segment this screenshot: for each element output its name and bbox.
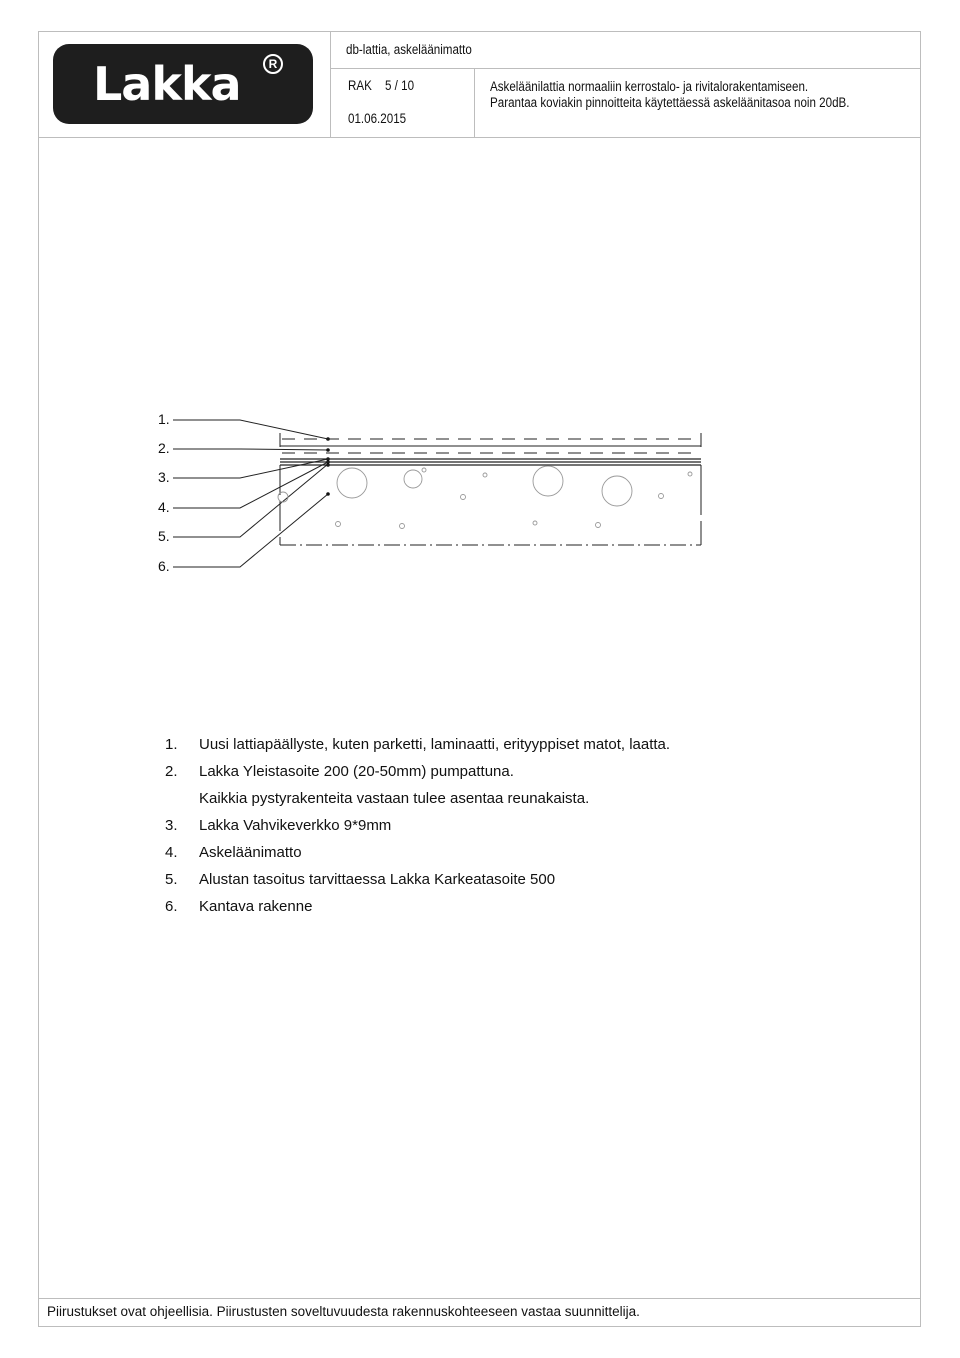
registered-mark-icon: R — [263, 54, 283, 74]
description-line-2: Parantaa koviakin pinnoitteita käytettäessä askeläänitasoa noin 20dB. — [490, 95, 850, 110]
legend-text: Kaikkia pystyrakenteita vastaan tulee asentaa reunakaista. — [199, 790, 590, 807]
leader-line-4 — [173, 462, 328, 508]
legend-text: Alustan tasoitus tarvittaessa Lakka Karkeatasoite 500 — [199, 871, 556, 888]
leader-line-6 — [173, 494, 328, 567]
layer-label-6: 6. — [158, 558, 170, 574]
drawing-title: db-lattia, askeläänimatto — [346, 42, 472, 57]
leader-dot-2 — [326, 448, 330, 452]
leader-line-1 — [173, 420, 328, 439]
legend-text: Lakka Vahvikeverkko 9*9mm — [199, 817, 392, 834]
legend-text: Kantava rakenne — [199, 898, 313, 915]
description-line-1: Askeläänilattia normaaliin kerrostalo- ja rivitalorakentamiseen. — [490, 79, 809, 94]
layer-label-5: 5. — [158, 528, 170, 544]
footer-disclaimer: Piirustukset ovat ohjeellisia. Piirustusten soveltuvuudesta rakennuskohteeseen vastaa suunnittelija. — [47, 1304, 640, 1319]
legend-number: 6. — [165, 898, 178, 915]
layer-label-2: 2. — [158, 440, 170, 456]
leader-line-5 — [173, 464, 328, 537]
legend-text: Lakka Yleistasoite 200 (20-50mm) pumpattuna. — [199, 763, 514, 780]
layer-label-1: 1. — [158, 411, 170, 427]
legend-number: 4. — [165, 844, 178, 861]
legend-number: 5. — [165, 871, 178, 888]
layer-label-3: 3. — [158, 469, 170, 485]
leader-dot-6 — [326, 492, 330, 496]
logo-wordmark: Lakka — [93, 57, 241, 111]
legend-number: 2. — [165, 763, 178, 780]
leader-line-2 — [173, 449, 328, 450]
drawing-date: 01.06.2015 — [348, 111, 407, 126]
legend-text: Askeläänimatto — [199, 844, 302, 861]
page-number: 5 / 10 — [385, 78, 415, 93]
legend-number: 1. — [165, 736, 178, 753]
layer-label-4: 4. — [158, 499, 170, 515]
legend-text: Uusi lattiapäällyste, kuten parketti, laminaatti, erityyppiset matot, laatta. — [199, 736, 671, 753]
drawing-code: RAK — [348, 78, 372, 93]
legend-number: 3. — [165, 817, 178, 834]
load-bearing-structure-aggregate — [278, 466, 692, 529]
